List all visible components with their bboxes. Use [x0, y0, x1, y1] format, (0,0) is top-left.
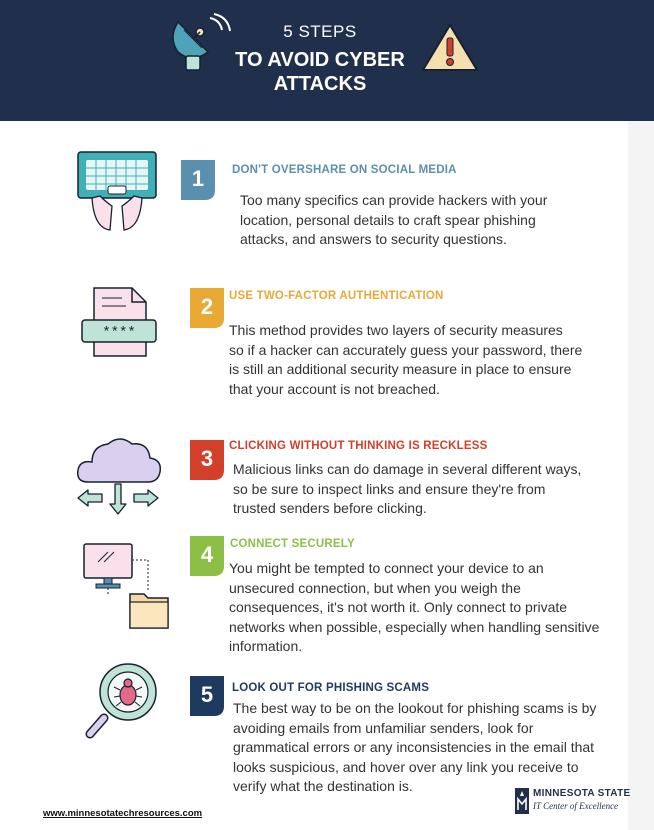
magnifier-bug-icon	[84, 660, 164, 740]
step-3-number: 3	[200, 446, 214, 471]
step-3-title: CLICKING WITHOUT THINKING IS RECKLESS	[229, 440, 488, 452]
step-3-line: trusted senders before clicking.	[233, 500, 427, 516]
header-line-1: 5 STEPS	[283, 22, 357, 41]
svg-text:****: ****	[102, 325, 136, 341]
header-banner	[0, 0, 654, 121]
step-4-line: networks when possible, especially when handling sensitive	[229, 618, 600, 635]
step-2-line: is still an additional security measure in place to ensure	[229, 361, 572, 377]
step-5-title: LOOK OUT FOR PHISHING SCAMS	[232, 682, 430, 694]
step-4-body	[229, 559, 599, 657]
step-5-line: The best way to be on the lookout for phishing scams is by	[233, 700, 597, 716]
header-line-3: ATTACKS	[273, 73, 367, 95]
password-document-icon	[80, 284, 160, 360]
step-1-number: 1	[191, 166, 205, 191]
website-link[interactable]: www.minnesotatechresources.com	[43, 808, 203, 819]
cloud-arrows-icon	[72, 428, 164, 520]
step-5-body	[233, 699, 596, 797]
page-edge	[628, 121, 654, 830]
step-3-body	[233, 460, 581, 519]
step-5-line: verify what the destination is.	[233, 778, 413, 794]
step-5-line: avoiding emails from unfamiliar senders, look for	[233, 719, 534, 736]
logo-name: MINNESOTA STATE	[533, 788, 631, 799]
step-4-badge	[190, 536, 224, 576]
monitor-folder-icon	[80, 540, 174, 632]
step-4-number: 4	[200, 542, 214, 567]
step-2-line: This method provides two layers of security measures	[229, 322, 563, 338]
step-3-line: Malicious links can do damage in several different ways,	[233, 461, 582, 477]
minnesota-state-mark-icon	[515, 788, 529, 814]
logo-subtitle: IT Center of Excellence	[533, 801, 619, 811]
step-5-line: looks suspicious, and hover over any link you receive to	[233, 758, 579, 775]
step-2-title: USE TWO-FACTOR AUTHENTICATION	[229, 290, 444, 302]
step-2-badge	[190, 288, 224, 328]
laptop-typing-icon	[72, 150, 162, 234]
step-1-title: DON'T OVERSHARE ON SOCIAL MEDIA	[232, 164, 457, 176]
step-4-line: You might be tempted to connect your device to an	[229, 560, 544, 576]
step-2-number: 2	[200, 294, 214, 319]
step-1-line: Too many specifics can provide hackers with your	[240, 192, 548, 208]
step-1-line: location, personal details to craft spear phishing	[240, 211, 536, 228]
step-2-line: so if a hacker can accurately guess your password, there	[229, 341, 583, 358]
warning-triangle-icon	[420, 22, 480, 74]
step-4-title: CONNECT SECURELY	[230, 538, 355, 550]
step-4-line: information.	[229, 638, 303, 654]
step-1-body	[240, 191, 547, 250]
step-5-badge	[190, 676, 224, 716]
step-3-line: so be sure to inspect links and ensure they're from	[233, 480, 546, 497]
step-5-number: 5	[200, 682, 214, 707]
step-5-line: grammatical errors or any inconsistencies in the email that	[233, 739, 595, 755]
step-2-body	[229, 321, 582, 399]
header-title	[190, 48, 450, 96]
step-4-line: unsecured connection, but when you weigh the	[229, 579, 521, 596]
minnesota-state-logo	[515, 786, 633, 818]
step-1-line: attacks, and answers to security questions.	[240, 231, 507, 247]
step-2-line: that your account is not breached.	[229, 380, 440, 397]
step-4-line: consequences, it's not worth it. Only connect to private	[229, 599, 568, 615]
step-1-badge	[181, 160, 215, 200]
step-3-badge	[190, 440, 224, 480]
header-line-2: TO AVOID CYBER	[235, 49, 405, 71]
